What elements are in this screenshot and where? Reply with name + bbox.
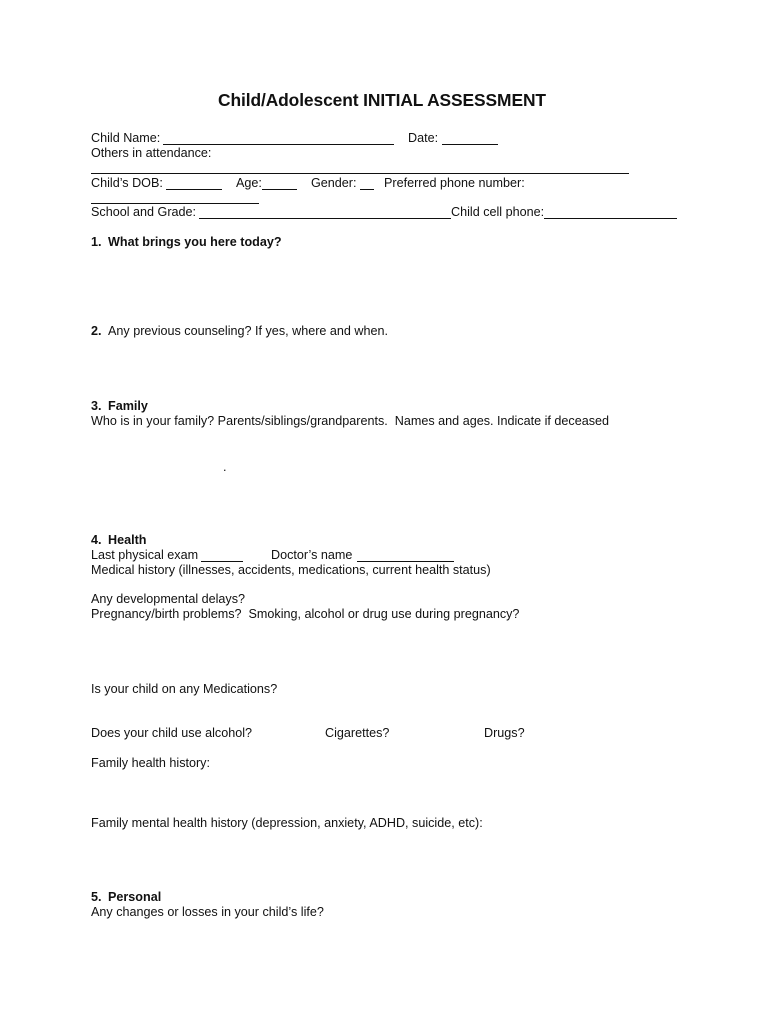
- question-1-number: 1.: [91, 235, 102, 249]
- dob-field[interactable]: [166, 189, 222, 190]
- question-1-text: What brings you here today?: [108, 235, 282, 249]
- family-health-history-question: Family health history:: [91, 756, 210, 770]
- alcohol-question: Does your child use alcohol?: [91, 726, 253, 740]
- medications-question: Is your child on any Medications?: [91, 682, 278, 696]
- question-5-number: 5.: [91, 890, 102, 904]
- dob-label: Child’s DOB:: [91, 176, 163, 190]
- question-4-number: 4.: [91, 533, 102, 547]
- family-question: Who is in your family? Parents/siblings/grandparents. Names and ages. Indicate if deceased: [91, 414, 610, 428]
- pregnancy-question: Pregnancy/birth problems? Smoking, alcohol or drug use during pregnancy?: [91, 607, 520, 621]
- age-label: Age:: [236, 176, 262, 190]
- school-grade-label: School and Grade:: [91, 205, 197, 219]
- doctor-name-label: Doctor’s name: [271, 548, 353, 562]
- date-label: Date:: [408, 131, 439, 145]
- others-in-attendance-label: Others in attendance:: [91, 146, 212, 160]
- age-field[interactable]: [262, 189, 297, 190]
- preferred-phone-field[interactable]: [91, 203, 259, 204]
- child-cell-field[interactable]: [544, 218, 677, 219]
- doctor-name-field[interactable]: [357, 561, 454, 562]
- section-personal-heading: Personal: [108, 890, 162, 904]
- last-physical-field[interactable]: [201, 561, 243, 562]
- changes-losses-question: Any changes or losses in your child’s life?: [91, 905, 324, 919]
- gender-label: Gender:: [311, 176, 357, 190]
- stray-dot: .: [223, 460, 227, 474]
- others-in-attendance-field[interactable]: [91, 173, 629, 174]
- cigarettes-question: Cigarettes?: [325, 726, 390, 740]
- question-2-text: Any previous counseling? If yes, where and when.: [108, 324, 389, 338]
- date-field[interactable]: [442, 144, 498, 145]
- question-2-number: 2.: [91, 324, 102, 338]
- family-mental-health-question: Family mental health history (depression, anxiety, ADHD, suicide, etc):: [91, 816, 483, 830]
- section-family-heading: Family: [108, 399, 148, 413]
- child-name-field[interactable]: [163, 144, 394, 145]
- developmental-delays-question: Any developmental delays?: [91, 592, 246, 606]
- child-cell-label: Child cell phone:: [451, 205, 545, 219]
- section-health-heading: Health: [108, 533, 147, 547]
- preferred-phone-label: Preferred phone number:: [384, 176, 525, 190]
- child-name-label: Child Name:: [91, 131, 161, 145]
- question-3-number: 3.: [91, 399, 102, 413]
- gender-field[interactable]: [360, 189, 374, 190]
- medical-history-question: Medical history (illnesses, accidents, medications, current health status): [91, 563, 491, 577]
- school-grade-field[interactable]: [199, 218, 451, 219]
- last-physical-label: Last physical exam: [91, 548, 199, 562]
- page-title: Child/Adolescent INITIAL ASSESSMENT: [218, 90, 546, 110]
- drugs-question: Drugs?: [484, 726, 525, 740]
